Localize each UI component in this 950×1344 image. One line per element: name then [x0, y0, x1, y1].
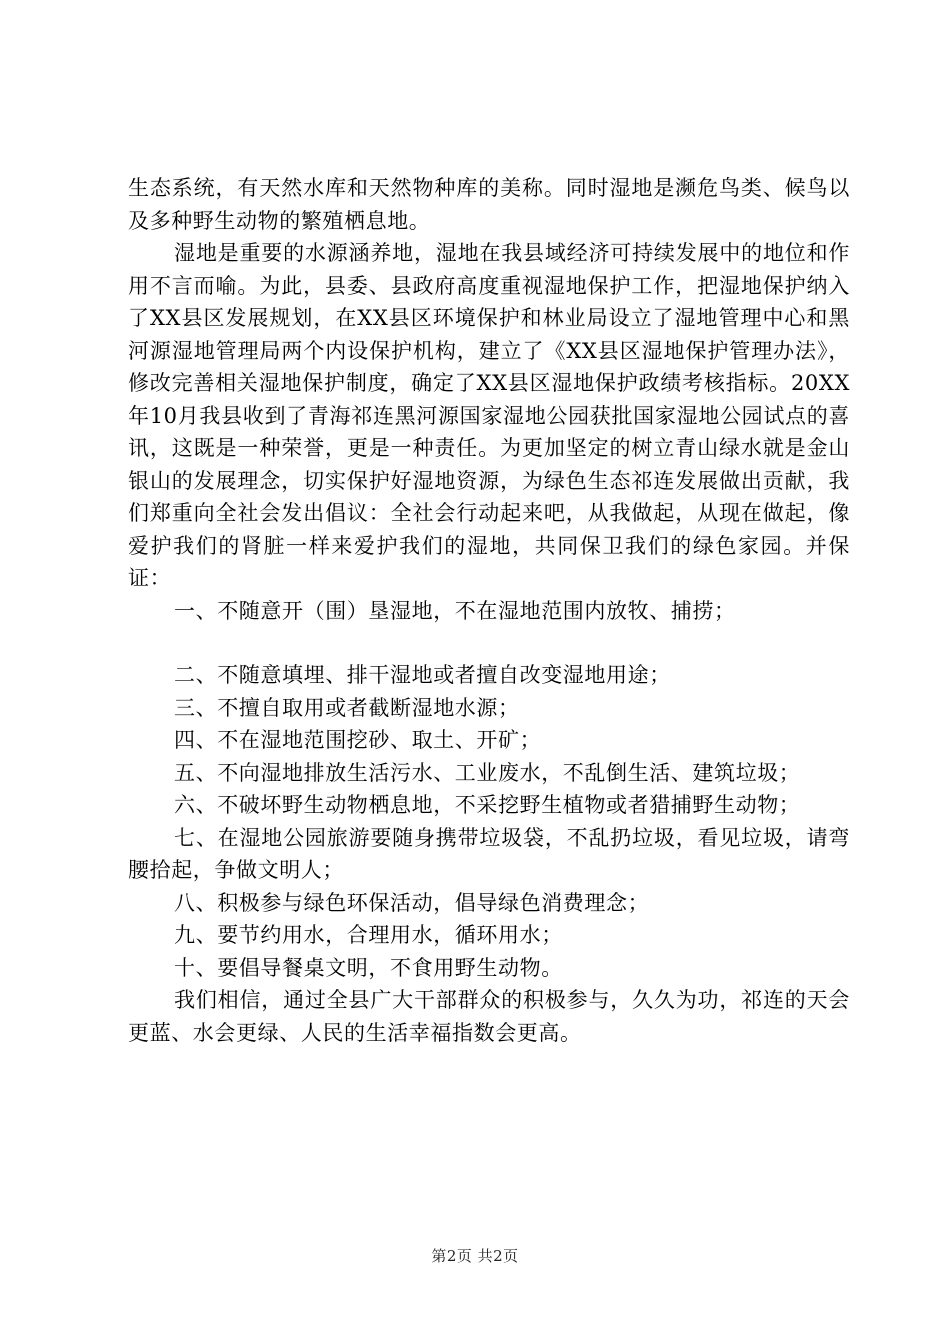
- paragraph-intro-continuation: 生态系统，有天然水库和天然物种库的美称。同时湿地是濒危鸟类、候鸟以及多种野生动物的繁殖栖息地。: [128, 176, 850, 233]
- pledge-item-4: 四、不在湿地范围挖砂、取土、开矿；: [174, 728, 542, 752]
- pledge-item-2: 二、不随意填埋、排干湿地或者擅自改变湿地用途；: [174, 663, 671, 687]
- page-number-footer: 第2页 共2页: [431, 1247, 519, 1265]
- paragraph-wetland-importance: 湿地是重要的水源涵养地，湿地在我县域经济可持续发展中的地位和作用不言而喻。为此，县委、县政府高度重视湿地保护工作，把湿地保护纳入了XX县区发展规划，在XX县区环境保护和林业局设立了湿地管理中心和黑河源湿地管理局两个内设保护机构，建立了《XX县区湿地保护管理办法》，修改完善相关湿地保护制度，确定了XX县区湿地保护政绩考核指标。20XX年10月我县收到了青海祁连黑河源国家湿地公园获批国家湿地公园试点的喜讯，这既是一种荣誉，更是一种责任。为更加坚定的树立青山绿水就是金山银山的发展理念，切实保护好湿地资源，为绿色生态祁连发展做出贡献，我们郑重向全社会发出倡议：全社会行动起来吧，从我做起，从现在做起，像爱护我们的肾脏一样来爱护我们的湿地，共同保卫我们的绿色家园。并保证：: [128, 241, 850, 590]
- pledge-item-1: 一、不随意开（围）垦湿地，不在湿地范围内放牧、捕捞；: [174, 598, 736, 623]
- pledge-item-8: 八、积极参与绿色环保活动，倡导绿色消费理念；: [174, 890, 650, 915]
- pledge-item-7: 七、在湿地公园旅游要随身携带垃圾袋，不乱扔垃圾，看见垃圾，请弯腰拾起，争做文明人；: [128, 825, 850, 882]
- pledge-item-10: 十、要倡导餐桌文明，不食用野生动物。: [174, 955, 563, 980]
- document-body: [128, 172, 850, 1049]
- pledge-item-6: 六、不破坏野生动物栖息地，不采挖野生植物或者猎捕野生动物；: [174, 793, 801, 817]
- pledge-item-9: 九、要节约用水，合理用水，循环用水；: [174, 923, 563, 947]
- pledge-item-5: 五、不向湿地排放生活污水、工业废水，不乱倒生活、建筑垃圾；: [174, 760, 801, 785]
- paragraph-closing: 我们相信，通过全县广大干部群众的积极参与，久久为功，祁连的天会更蓝、水会更绿、人民的生活幸福指数会更高。: [128, 988, 850, 1045]
- pledge-item-3: 三、不擅自取用或者截断湿地水源；: [174, 695, 520, 720]
- blank-line: [128, 627, 850, 659]
